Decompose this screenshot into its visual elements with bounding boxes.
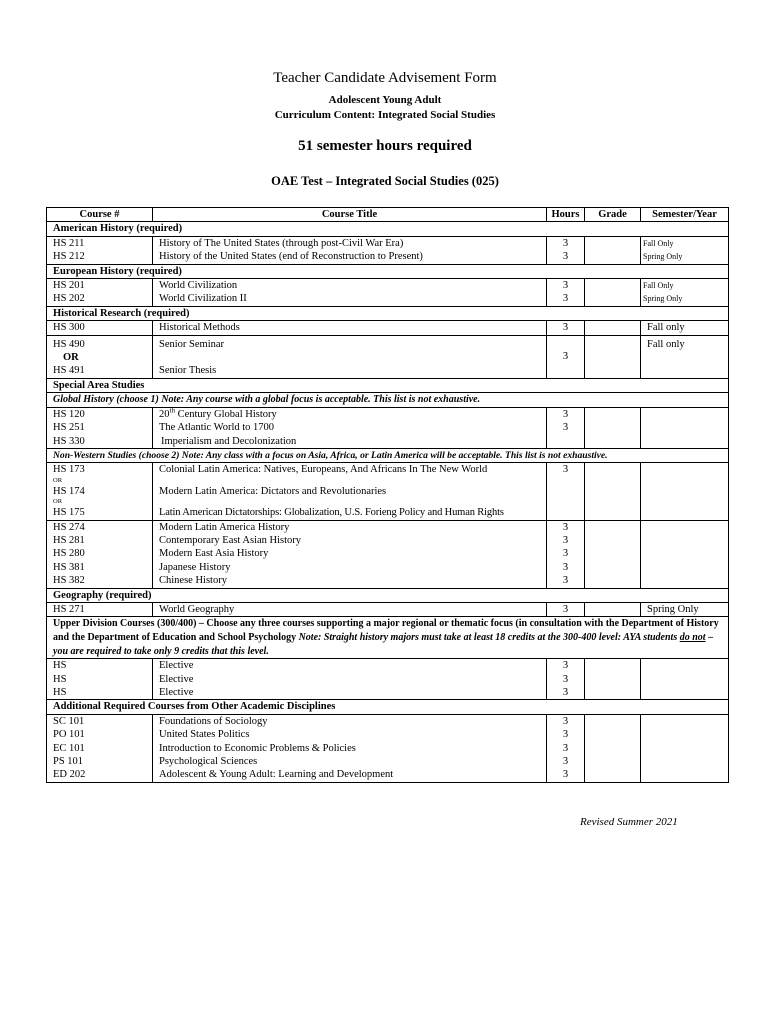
col-title: Course Title: [153, 208, 547, 222]
or-label: OR: [53, 476, 63, 484]
grade-cell[interactable]: [585, 321, 641, 335]
course-number: PO 101: [47, 728, 153, 741]
table-row: [47, 520, 729, 534]
course-title: Chinese History: [153, 574, 547, 588]
course-title-group: [153, 463, 547, 520]
semester-cell[interactable]: [641, 421, 729, 434]
grade-cell[interactable]: [585, 659, 641, 673]
form-title: Teacher Candidate Advisement Form: [273, 70, 497, 86]
course-number: HS 490: [53, 338, 85, 350]
section-geography: Geography (required): [47, 588, 729, 602]
grade-cell[interactable]: [585, 292, 641, 306]
grade-cell[interactable]: [585, 768, 641, 782]
grade-cell[interactable]: [585, 574, 641, 588]
table-row: [47, 236, 729, 250]
course-hours: 3: [547, 673, 585, 686]
course-number: HS 382: [47, 574, 153, 588]
course-title: Modern Latin America: Dictators and Revolutionaries: [159, 485, 387, 497]
course-number: HS 491: [53, 365, 85, 377]
semester-cell[interactable]: [641, 686, 729, 700]
grade-cell[interactable]: [585, 279, 641, 293]
grade-cell[interactable]: [585, 463, 641, 520]
course-number: HS 381: [47, 561, 153, 574]
course-hours: 3: [547, 236, 585, 250]
century-suffix: th: [169, 406, 175, 415]
semester-cell[interactable]: [641, 534, 729, 547]
grade-cell[interactable]: [585, 561, 641, 574]
col-hours: Hours: [547, 208, 585, 222]
course-title: Modern Latin America History: [153, 520, 547, 534]
table-row: [47, 407, 729, 421]
table-row: [47, 335, 729, 378]
table-row: [47, 279, 729, 293]
section-european: European History (required): [47, 264, 729, 278]
course-hours: 3: [547, 602, 585, 616]
course-hours: 3: [547, 520, 585, 534]
course-number-group: [47, 335, 153, 378]
column-header-row: [47, 208, 729, 222]
course-hours: 3: [547, 659, 585, 673]
section-american: American History (required): [47, 222, 729, 236]
course-number-group: [47, 463, 153, 520]
program-name: Adolescent Young Adult: [328, 94, 442, 106]
course-number: HS 330: [47, 435, 153, 449]
course-title: Elective: [153, 673, 547, 686]
course-hours: 3: [547, 755, 585, 768]
table-row: [47, 547, 729, 560]
section-special: Special Area Studies: [47, 378, 729, 392]
semester-cell[interactable]: [641, 547, 729, 560]
table-row: [47, 574, 729, 588]
course-title: Elective: [153, 659, 547, 673]
upper-division-emphasis: do not: [679, 631, 706, 643]
course-hours: [547, 435, 585, 449]
semester-cell[interactable]: [641, 659, 729, 673]
course-number: HS 251: [47, 421, 153, 434]
course-title: World Civilization II: [153, 292, 547, 306]
course-number: HS 173: [53, 464, 85, 476]
course-number: HS 202: [47, 292, 153, 306]
course-number: HS 274: [47, 520, 153, 534]
grade-cell[interactable]: [585, 728, 641, 741]
course-title: History of the United States (end of Reconstruction to Present): [153, 250, 547, 264]
course-title: Adolescent & Young Adult: Learning and Development: [153, 768, 547, 782]
grade-cell[interactable]: [585, 714, 641, 728]
course-hours: 3: [547, 407, 585, 421]
section-upper-division: [47, 617, 729, 659]
grade-cell[interactable]: [585, 520, 641, 534]
course-number: HS 212: [47, 250, 153, 264]
table-row: [47, 686, 729, 700]
course-title: Japanese History: [153, 561, 547, 574]
table-row: [47, 463, 729, 520]
course-number: HS 211: [47, 236, 153, 250]
course-number: HS: [47, 686, 153, 700]
course-number: HS 281: [47, 534, 153, 547]
table-row: [47, 728, 729, 741]
course-title: Foundations of Sociology: [153, 714, 547, 728]
section-additional: Additional Required Courses from Other Academic Disciplines: [47, 700, 729, 714]
table-row: [47, 421, 729, 434]
semester-cell[interactable]: [641, 435, 729, 449]
oae-test: OAE Test – Integrated Social Studies (025): [271, 174, 499, 188]
semester-cell[interactable]: [641, 561, 729, 574]
course-title: World Geography: [153, 602, 547, 616]
course-number: HS 120: [47, 407, 153, 421]
course-title: [153, 407, 547, 421]
grade-cell[interactable]: [585, 686, 641, 700]
course-hours: 3: [547, 714, 585, 728]
course-number: HS: [47, 673, 153, 686]
semester-cell[interactable]: Spring Only: [641, 602, 729, 616]
course-hours: 3: [547, 279, 585, 293]
grade-cell[interactable]: [585, 435, 641, 449]
course-title: Contemporary East Asian History: [153, 534, 547, 547]
non-western-note: Non-Western Studies (choose 2) Note: Any class with a focus on Asia, Africa, or Latin America will be acceptable. This list is not exhaustive.: [47, 448, 729, 462]
or-label: OR: [63, 352, 79, 364]
table-row: [47, 714, 729, 728]
course-title: United States Politics: [153, 728, 547, 741]
grade-cell[interactable]: [585, 547, 641, 560]
course-number: HS 300: [47, 321, 153, 335]
advisement-table: [46, 207, 729, 783]
course-title: World Civilization: [153, 279, 547, 293]
course-number: SC 101: [47, 714, 153, 728]
table-row: [47, 673, 729, 686]
course-title: Elective: [153, 686, 547, 700]
grade-cell[interactable]: [585, 673, 641, 686]
semester-cell[interactable]: [641, 768, 729, 782]
course-number: PS 101: [47, 755, 153, 768]
upper-division-note: Note: Straight history majors must take at least 18 credits at the 300-400 level: AYA students: [298, 631, 680, 643]
revised-date: Revised Summer 2021: [580, 816, 678, 828]
semester-cell[interactable]: Spring Only: [641, 292, 729, 306]
course-title: Senior Seminar: [159, 338, 225, 350]
grade-cell[interactable]: [585, 742, 641, 755]
global-history-note: Global History (choose 1) Note: Any course with a global focus is acceptable. This list is not exhaustive.: [47, 393, 729, 407]
semester-cell[interactable]: [641, 574, 729, 588]
grade-cell[interactable]: [585, 602, 641, 616]
course-title: Senior Thesis: [159, 365, 217, 377]
course-title: Latin American Dictatorships: Globalization, U.S. Forieng Policy and Human Rights: [159, 507, 504, 519]
table-row: [47, 768, 729, 782]
or-label: OR: [53, 498, 63, 506]
course-title: Imperialism and Decolonization: [153, 435, 547, 449]
grade-cell[interactable]: [585, 534, 641, 547]
course-number: HS 175: [53, 507, 85, 519]
table-row: [47, 659, 729, 673]
course-number: HS 280: [47, 547, 153, 560]
course-hours: 3: [547, 335, 585, 378]
table-row: [47, 534, 729, 547]
table-row: [47, 321, 729, 335]
semester-cell[interactable]: Fall only: [641, 321, 729, 335]
grade-cell[interactable]: [585, 250, 641, 264]
course-hours: 3: [547, 574, 585, 588]
course-hours: 3: [547, 686, 585, 700]
semester-cell[interactable]: Fall Only: [641, 279, 729, 293]
course-title: Modern East Asia History: [153, 547, 547, 560]
course-hours: 3: [547, 421, 585, 434]
grade-cell[interactable]: [585, 407, 641, 421]
hours-required: 51 semester hours required: [298, 138, 472, 154]
col-semester: Semester/Year: [641, 208, 729, 222]
table-row: [47, 250, 729, 264]
course-hours: 3: [547, 292, 585, 306]
col-course: Course #: [47, 208, 153, 222]
table-row: [47, 561, 729, 574]
course-hours: 3: [547, 728, 585, 741]
course-title-group: [153, 335, 547, 378]
section-research: Historical Research (required): [47, 306, 729, 320]
semester-cell[interactable]: [641, 728, 729, 741]
course-hours: 3: [547, 534, 585, 547]
course-hours: 3: [547, 463, 585, 520]
course-number: HS: [47, 659, 153, 673]
course-number: HS 271: [47, 602, 153, 616]
semester-cell[interactable]: [641, 407, 729, 421]
semester-cell[interactable]: [641, 714, 729, 728]
col-grade: Grade: [585, 208, 641, 222]
century-number: 20: [159, 408, 170, 420]
course-hours: 3: [547, 547, 585, 560]
course-number: ED 202: [47, 768, 153, 782]
upper-division-note-end: – you are required to take only 9 credits that this level.: [53, 631, 714, 657]
table-row: [47, 435, 729, 449]
table-row: [47, 755, 729, 768]
course-title: The Atlantic World to 1700: [153, 421, 547, 434]
grade-cell[interactable]: [585, 421, 641, 434]
course-number: EC 101: [47, 742, 153, 755]
semester-cell[interactable]: [641, 742, 729, 755]
table-row: [47, 742, 729, 755]
course-hours: 3: [547, 250, 585, 264]
century-title: Century Global History: [174, 408, 277, 420]
upper-division-heading: Upper Division Courses (300/400) – Choose any three courses supporting a major regional or thematic focus (in consultation with the Department of History and the Department of Education and School Psychology: [53, 618, 719, 643]
course-hours: 3: [547, 768, 585, 782]
semester-cell[interactable]: [641, 755, 729, 768]
table-row: [47, 602, 729, 616]
course-title: Introduction to Economic Problems & Policies: [153, 742, 547, 755]
course-number: HS 174: [53, 485, 85, 497]
table-row: [47, 292, 729, 306]
curriculum-content: Curriculum Content: Integrated Social Studies: [274, 109, 496, 121]
course-title: Colonial Latin America: Natives, Europeans, And Africans In The New World: [159, 464, 488, 476]
semester-cell[interactable]: [641, 673, 729, 686]
grade-cell[interactable]: [585, 755, 641, 768]
course-number: HS 201: [47, 279, 153, 293]
semester-cell[interactable]: [641, 520, 729, 534]
course-hours: 3: [547, 561, 585, 574]
semester-cell[interactable]: Fall Only: [641, 236, 729, 250]
course-title: History of The United States (through post-Civil War Era): [153, 236, 547, 250]
semester-cell[interactable]: Fall only: [641, 335, 729, 378]
course-title: Psychological Sciences: [153, 755, 547, 768]
grade-cell[interactable]: [585, 335, 641, 378]
course-hours: 3: [547, 742, 585, 755]
course-title: Historical Methods: [153, 321, 547, 335]
grade-cell[interactable]: [585, 236, 641, 250]
semester-cell[interactable]: Spring Only: [641, 250, 729, 264]
course-hours: 3: [547, 321, 585, 335]
semester-cell[interactable]: [641, 463, 729, 520]
